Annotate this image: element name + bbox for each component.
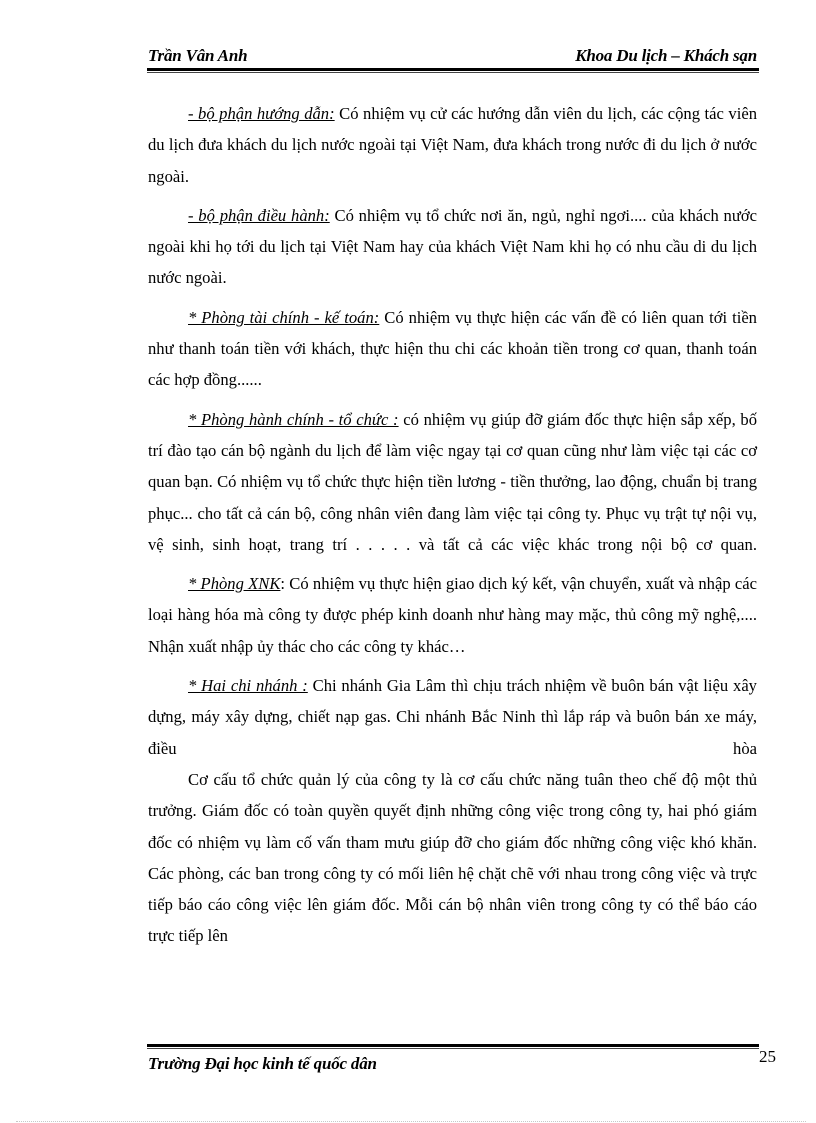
paragraph-label: - bộ phận điều hành:: [188, 205, 330, 225]
page-footer: [147, 1044, 787, 1080]
paragraph-text: có nhiệm vụ giúp đỡ giám đốc thực hiện sắp xếp, bố trí đào tạo cán bộ ngành du lịch để làm việc ngay tại cơ quan cũng như làm việc tại các cơ quan bạn. Có nhiệm vụ tổ chức thực hiện tiền lương - tiền thưởng, lao động, chuẩn bị trang phục... cho tất cả cán bộ, công nhân viên đang làm việc tại công ty. Phục vụ trật tự nội vụ, vệ sinh, sinh hoạt, trang trí . . . . . và tất cả các việc khác trong nội bộ cơ quan.: [148, 409, 758, 554]
header-author: Trần Vân Anh: [148, 46, 248, 65]
page-body: [148, 98, 757, 960]
footer-institution: Trường Đại học kinh tế quốc dân: [148, 1054, 377, 1073]
paragraph-text: Chi nhánh Gia Lâm thì chịu trách nhiệm về buôn bán vật liệu xây dựng, máy xây dựng, chiết nạp gas. Chi nhánh Bắc Ninh thì lắp ráp và buôn bán xe máy, điều hòa: [148, 676, 757, 758]
header-rule: [147, 68, 759, 73]
header-department: Khoa Du lịch – Khách sạn: [575, 46, 757, 65]
page-edge-divider: [16, 1121, 806, 1122]
paragraph-label: * Phòng tài chính - kế toán:: [188, 307, 380, 327]
paragraph-text: Có nhiệm vụ thực hiện các vấn đề có liên quan tới tiền như thanh toán tiền với khách, thực hiện thu chi các khoản tiền trong cơ quan, thanh toán các hợp đồng......: [148, 307, 757, 390]
paragraph-finance-department: [148, 302, 757, 396]
paragraph-label: * Phòng XNK: [188, 574, 281, 594]
paragraph-branches: [148, 670, 757, 764]
paragraph-org-structure: [148, 764, 757, 952]
footer-rule: [147, 1044, 759, 1049]
paragraph-text: Có nhiệm vụ tổ chức nơi ăn, ngủ, nghỉ ngơi.... của khách nước ngoài khi họ tới du lịch tại Việt Nam hay của khách Việt Nam khi họ có nhu cầu di du lịch nước ngoài.: [148, 205, 757, 288]
page-header: [147, 46, 759, 76]
page-number: 25: [759, 1047, 776, 1066]
paragraph-label: - bộ phận hướng dẫn:: [188, 104, 335, 123]
paragraph-label: * Hai chi nhánh :: [188, 676, 308, 696]
paragraph-operations-department: [148, 200, 757, 294]
paragraph-import-export-department: [148, 568, 757, 662]
paragraph-label: * Phòng hành chính - tổ chức :: [188, 409, 399, 429]
paragraph-admin-department: [148, 404, 757, 560]
paragraph-guide-department: [148, 98, 757, 192]
paragraph-text: Có nhiệm vụ cử các hướng dẫn viên du lịch, các cộng tác viên du lịch đưa khách du lịch nước ngoài tại Việt Nam, đưa khách trong nước đi du lịch ở nước ngoài.: [148, 104, 757, 186]
paragraph-text: Cơ cấu tổ chức quản lý của công ty là cơ cấu chức năng tuân theo chế độ một thủ trưởng. Giám đốc có toàn quyền quyết định những công việc trong công ty, hai phó giám đốc có nhiệm vụ làm cố vấn tham mưu giúp đỡ cho giám đốc những công việc khó khăn. Các phòng, các ban trong công ty có mối liên hệ chặt chẽ với nhau trong công việc và trực tiếp báo cáo công việc lên giám đốc. Mỗi cán bộ nhân viên trong công ty có thể báo cáo trực tiếp lên: [148, 769, 757, 946]
paragraph-text: : Có nhiệm vụ thực hiện giao dịch ký kết, vận chuyển, xuất và nhập các loại hàng hóa mà công ty được phép kinh doanh như hàng may mặc, thủ công mỹ nghệ,.... Nhận xuất nhập ủy thác cho các công ty khác…: [148, 574, 757, 656]
